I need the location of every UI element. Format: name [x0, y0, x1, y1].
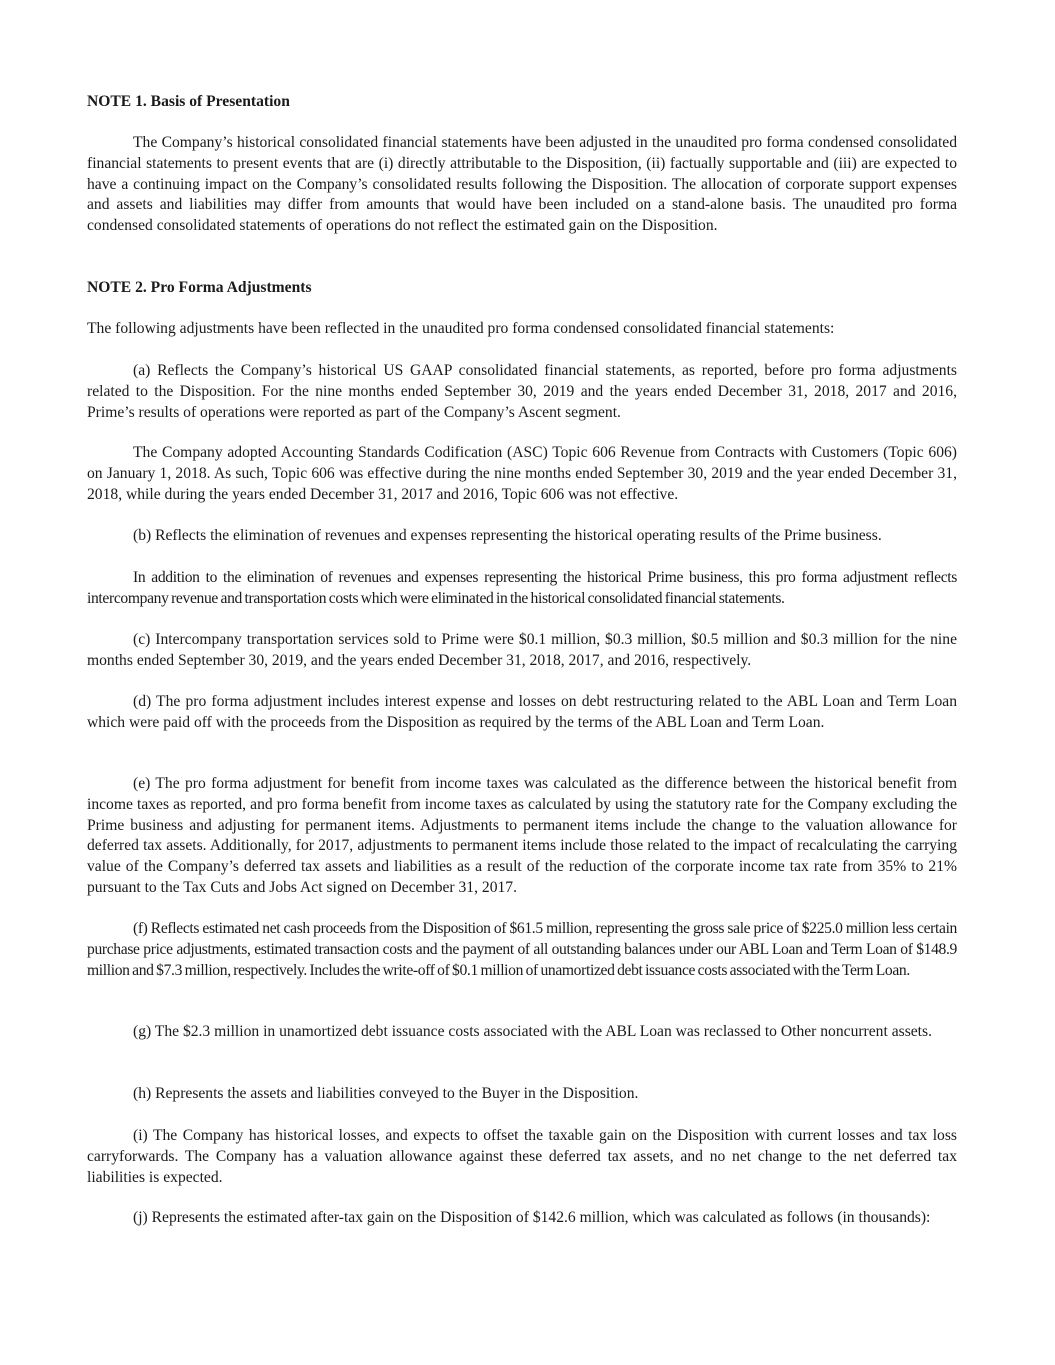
adjustment-j: (j) Represents the estimated after-tax gain on the Disposition of $142.6 million, which was calculated as follows (in thousands):	[133, 1209, 931, 1226]
adjustment-c: (c) Intercompany transportation services sold to Prime were $0.1 million, $0.3 million, $0.5 million and $0.3 million for the nine months ended September 30, 2019, and the years ended December 31, 2018, 2017, and 2016, respectively.	[87, 631, 957, 669]
intercompany-paragraph: In addition to the elimination of revenues and expenses representing the historical Prime business, this pro forma adjustment reflects intercompany revenue and transportation costs which were eliminated in the historical consolidated financial statements.	[87, 569, 957, 607]
adjustment-f: (f) Reflects estimated net cash proceeds from the Disposition of $61.5 million, representing the gross sale price of $225.0 million less certain purchase price adjustments, estimated transaction costs and the payment of all outstanding balances under our ABL Loan and Term Loan of $148.9 million and $7.3 million, respectively. Includes the write-off of $0.1 million of unamortized debt issuance costs associated with the Term Loan.	[87, 920, 957, 979]
adjustment-i: (i) The Company has historical losses, and expects to offset the taxable gain on the Disposition with current losses and tax loss carryforwards. The Company has a valuation allowance against these deferred tax assets, and no net change to the net deferred tax liabilities is expected.	[87, 1127, 957, 1186]
note1-paragraph: The Company’s historical consolidated financial statements have been adjusted in the unaudited pro forma condensed consolidated financial statements to present events that are (i) directly attributable to the Disposition, (ii) factually supportable and (iii) are expected to have a continuing impact on the Company’s consolidated results following the Disposition. The allocation of corporate support expenses and assets and liabilities may differ from amounts that would have been included on a stand-alone basis. The unaudited pro forma condensed consolidated statements of operations do not reflect the estimated gain on the Disposition.	[87, 134, 957, 235]
note2-intro: The following adjustments have been reflected in the unaudited pro forma condensed consolidated financial statements:	[87, 320, 835, 337]
adjustment-h: (h) Represents the assets and liabilities conveyed to the Buyer in the Disposition.	[133, 1085, 639, 1102]
adjustment-d: (d) The pro forma adjustment includes interest expense and losses on debt restructuring related to the ABL Loan and Term Loan which were paid off with the proceeds from the Disposition as required by the terms of the ABL Loan and Term Loan.	[87, 693, 957, 731]
adjustment-a: (a) Reflects the Company’s historical US GAAP consolidated financial statements, as reported, before pro forma adjustments related to the Disposition. For the nine months ended September 30, 2019 and the years ended December 31, 2018, 2017 and 2016, Prime’s results of operations were reported as part of the Company’s Ascent segment.	[87, 362, 957, 421]
note1-heading: NOTE 1. Basis of Presentation	[87, 93, 290, 110]
adjustment-e: (e) The pro forma adjustment for benefit from income taxes was calculated as the difference between the historical benefit from income taxes as reported, and pro forma benefit from income taxes as calculated by using the statutory rate for the Company excluding the Prime business and adjusting for permanent items. Adjustments to permanent items include the change to the valuation allowance for deferred tax assets. Additionally, for 2017, adjustments to permanent items include those related to the impact of recalculating the carrying value of the Company’s deferred tax assets and liabilities as a result of the reduction of the corporate income tax rate from 35% to 21% pursuant to the Tax Cuts and Jobs Act signed on December 31, 2017.	[87, 775, 957, 896]
note2-heading: NOTE 2. Pro Forma Adjustments	[87, 279, 312, 296]
adjustment-g: (g) The $2.3 million in unamortized debt issuance costs associated with the ABL Loan was reclassed to Other noncurrent assets.	[133, 1023, 932, 1040]
topic-606-paragraph: The Company adopted Accounting Standards Codification (ASC) Topic 606 Revenue from Contracts with Customers (Topic 606) on January 1, 2018. As such, Topic 606 was effective during the nine months ended September 30, 2019 and the year ended December 31, 2018, while during the years ended December 31, 2017 and 2016, Topic 606 was not effective.	[87, 444, 957, 503]
adjustment-b: (b) Reflects the elimination of revenues and expenses representing the historical operating results of the Prime business.	[133, 527, 882, 544]
